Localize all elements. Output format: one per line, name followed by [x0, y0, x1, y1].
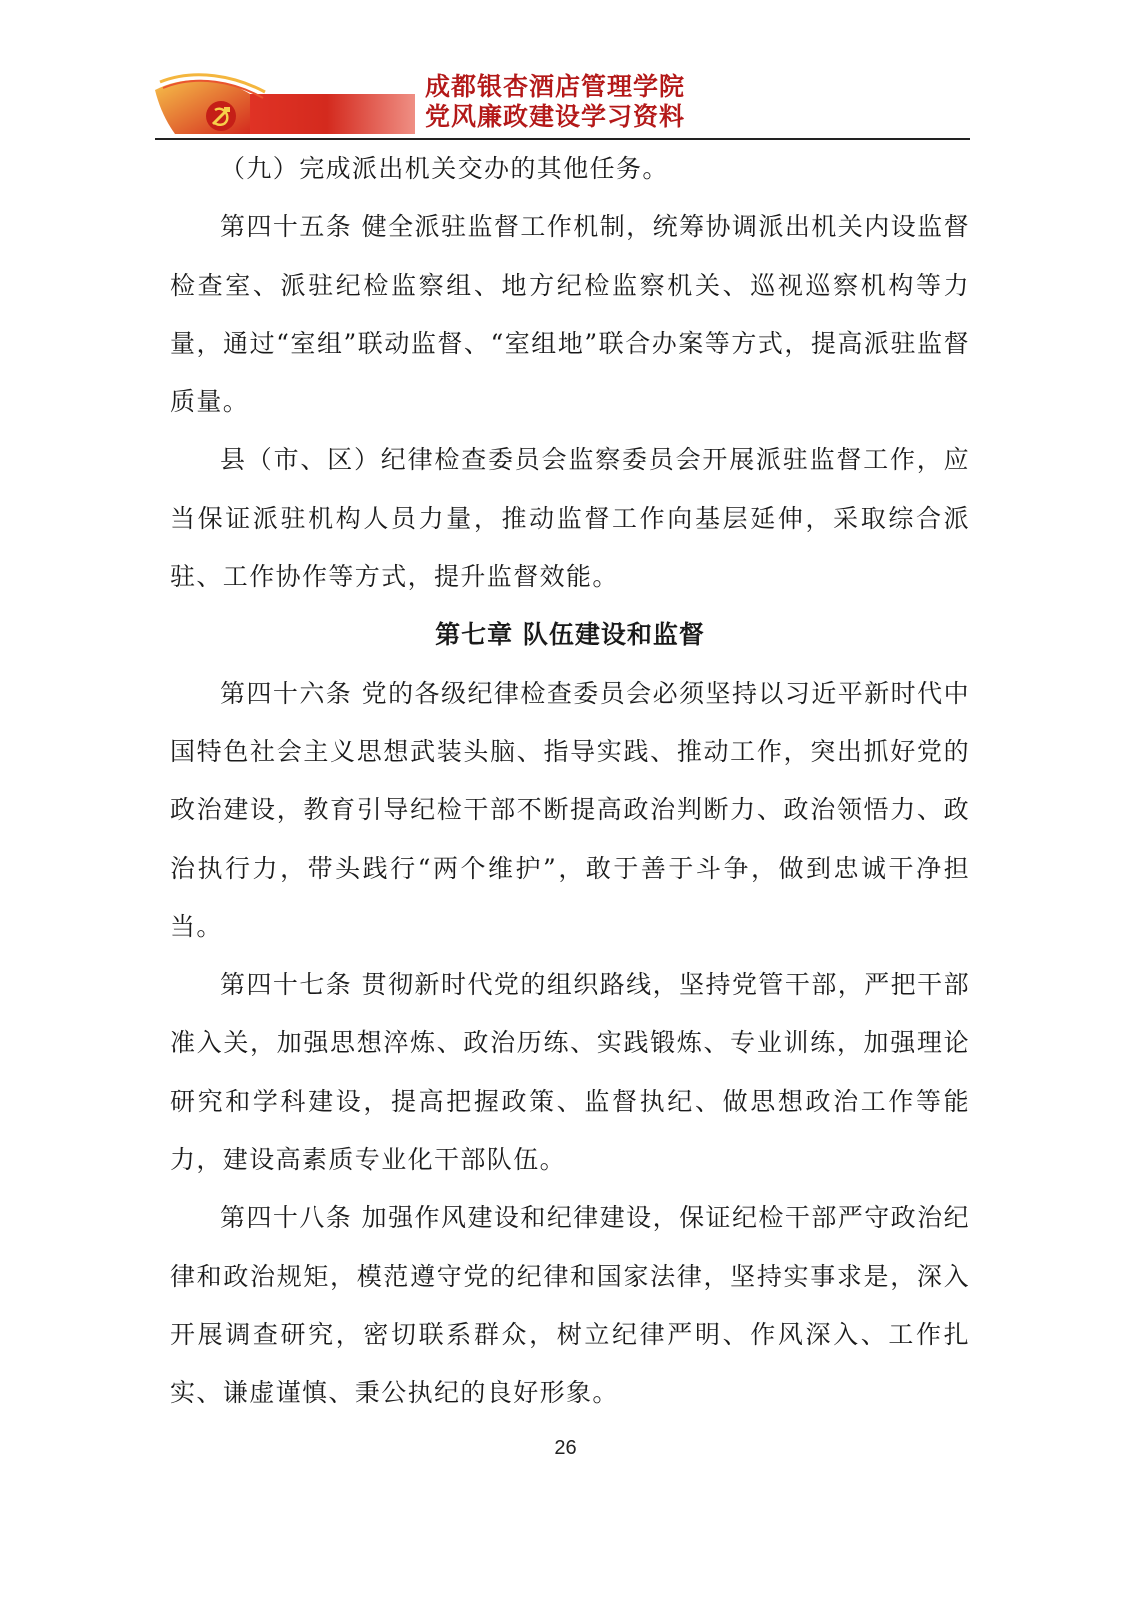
paragraph-article-46: 第四十六条 党的各级纪律检查委员会必须坚持以习近平新时代中国特色社会主义思想武装头脑、指导实践、推动工作，突出抓好党的政治建设，教育引导纪检干部不断提高政治判断力、政治领悟力、政治执行力，带头践行“两个维护”，敢于善于斗争，做到忠诚干净担当。: [170, 678, 970, 941]
page-number: 26: [554, 1437, 577, 1459]
paragraph-article-47: 第四十七条 贯彻新时代党的组织路线，坚持党管干部，严把干部准入关，加强思想淬炼、政治历练、实践锻炼、专业训练，加强理论研究和学科建设，提高把握政策、监督执纪、做思想政治工作等能力，建设高素质专业化干部队伍。: [170, 970, 970, 1175]
document-body: [170, 140, 970, 1423]
page-header: [155, 66, 970, 138]
paragraph-county-dispatch: 县（市、区）纪律检查委员会监察委员会开展派驻监督工作，应当保证派驻机构人员力量，推动监督工作向基层延伸，采取综合派驻、工作协作等方式，提升监督效能。: [170, 445, 970, 592]
paragraph-item-9: （九）完成派出机关交办的其他任务。: [220, 154, 669, 183]
header-title-line2: 党风廉政建设学习资料: [425, 102, 686, 131]
chapter-title: 第七章 队伍建设和监督: [435, 620, 705, 650]
paragraph-article-45: 第四十五条 健全派驻监督工作机制，统筹协调派出机关内设监督检查室、派驻纪检监察组、地方纪检监察机关、巡视巡察机构等力量，通过“室组”联动监督、“室组地”联合办案等方式，提高派驻监督质量。: [170, 212, 970, 417]
party-banner: [155, 72, 415, 134]
party-emblem-icon: [206, 101, 236, 131]
header-title: [425, 72, 685, 132]
paragraph-article-48: 第四十八条 加强作风建设和纪律建设，保证纪检干部严守政治纪律和政治规矩，模范遵守党的纪律和国家法律，坚持实事求是，深入开展调查研究，密切联系群众，树立纪律严明、作风深入、工作扎实、谦虚谨慎、秉公执纪的良好形象。: [170, 1203, 970, 1408]
header-title-line1: 成都银杏酒店管理学院: [425, 72, 686, 101]
